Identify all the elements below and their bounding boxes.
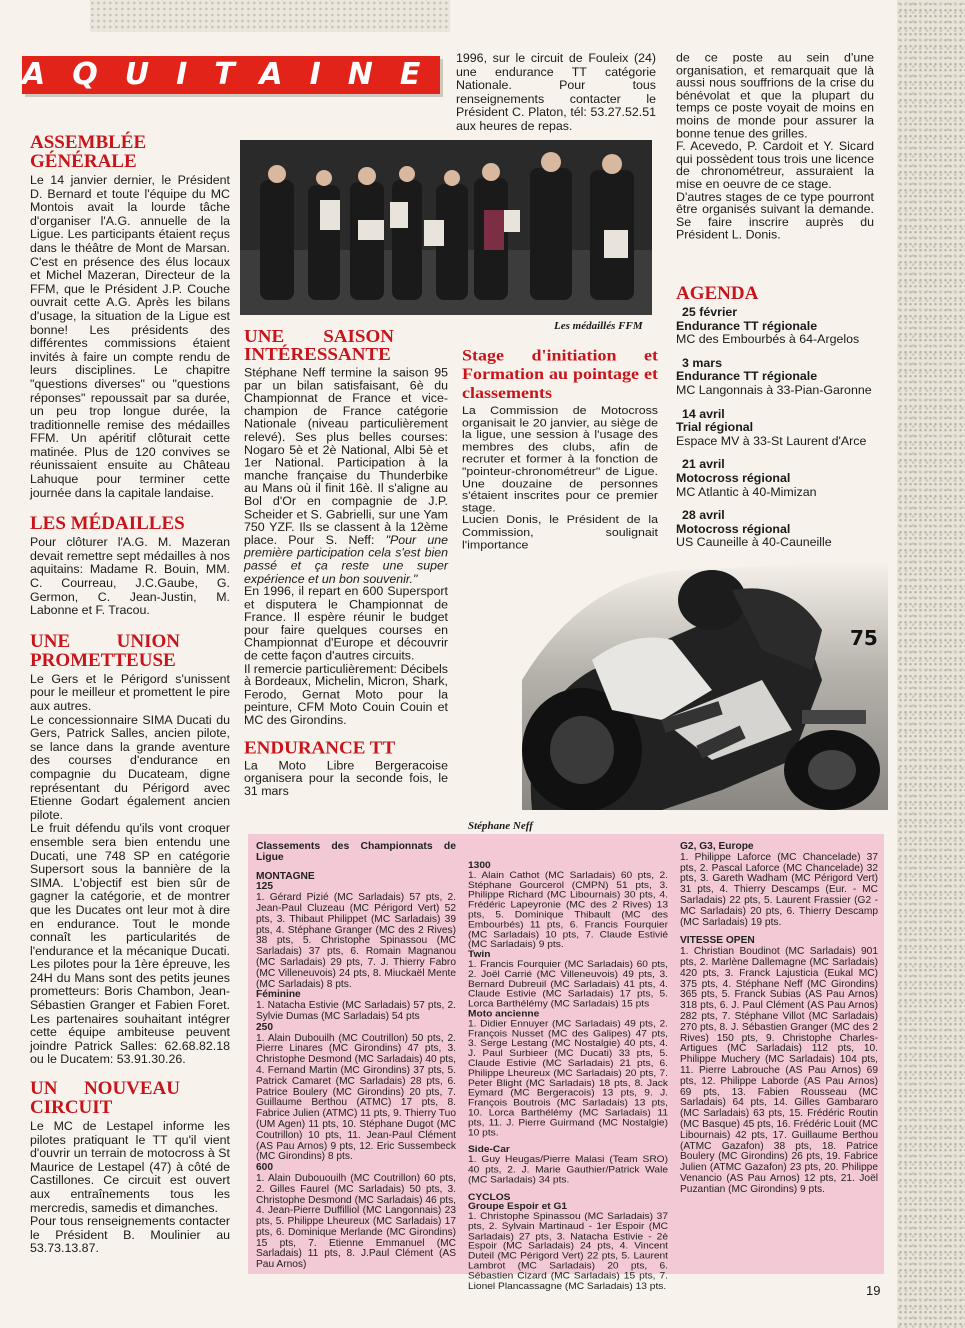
heading-agenda: AGENDA bbox=[676, 283, 759, 304]
heading-saison: UNE SAISON INTÉRESSANTE bbox=[244, 327, 394, 365]
agenda-date: 21 avril bbox=[682, 457, 725, 472]
vitesse-heading: VITESSE OPEN bbox=[680, 935, 755, 947]
stage-p2: Lucien Donis, le Président de la Commission, soulignait l'importance bbox=[462, 513, 658, 551]
decorative-texture-strip bbox=[897, 0, 965, 1328]
agenda-event: Endurance TT régionale bbox=[676, 369, 818, 384]
classements-col-2 bbox=[468, 862, 668, 1292]
cat-ancienne-label: Moto ancienne bbox=[468, 1009, 540, 1020]
heading-medailles: LES MÉDAILLES bbox=[30, 513, 185, 535]
column-4 bbox=[676, 52, 874, 242]
decorative-texture-top bbox=[90, 0, 450, 32]
column-1 bbox=[30, 133, 230, 1256]
vitesse-results: 1. Christian Boudinot (MC Sarladais) 901 pts, 2. Marlène Dallemagne (MC Sarladais) 420 pts, 3. Franck Lajusticia (Eukal MC) 375 pts, 4. Stéphane Neff (MC Girondins) 365 pts, 5. Franck Subias (AS Pau Arnos) 318 pts, 6. J. Paul Clément (AS Pau Arnos) 282 pts, 7. Stéphane Villot (MC Sarladais) 270 pts, 8. J. Sébastien Granger (MC des 2 Rives) 150 pts, 9. Christophe Charles-Artigues (MC Sarladais) 112 pts, 10. Philippe Muchery (MC Sarladais) 104 pts, 11. Pierre Labrouche (AS Pau Arnos) 69 pts, 12. Philippe Laborde (AS Pau Arnos) 69 pts, 13. Fabien Rousseau (MC Sarladais) 64 pts, 14. Gilles Gambararo (MC Sarladais) 63 pts, 15. Frédéric Routin (MC Basque) 45 pts, 16. Frédéric Louit (MC Libournais) 42 pts, 17. Guillaume Berthou (ATMC Gazafon) 38 pts, 18. Patrice Boulery (MC Girondins) 26 pts, 19. Fabrice Julien (ATMC Gazafon) 23 pts, 20. Philippe Venancio (AS Pau Arnos) 12 pts, 21. Joël Puzantian (MC Girondins) 9 pts. bbox=[680, 946, 878, 1195]
cat-1300-label: 1300 bbox=[468, 860, 491, 871]
saison-p1-text: Stéphane Neff termine la saison 95 par un bilan satisfaisant, 6è du Championnat de France et vice-champion de France catégorie Nationale (niveau particulièrement relevé). Ses plus belles courses: Nogaro 5è et 2è National, Albi 5è et 1er National. Participation à la manche française du Thunderbike au Mans où il finit 16è. Il s'aligne au Bol d'Or en compagnie de J.P. Scheider et S. Gabrielli, sur une Yam 750 YZF. Ils se classent à la 12ème place. Pour S. Neff: bbox=[244, 365, 448, 547]
cat-twin-label: Twin bbox=[468, 949, 491, 960]
cat-600-results: 1. Alain Dubououilh (MC Coutrillon) 60 pts, 2. Gilles Faurel (MC Sarladais) 50 pts, 3. Christophe Desmond (MC Sarladais) 46 pts, 4. Jean-Pierre Duffilliol (MC Langonnais) 23 pts, 5. Philippe Lheureux (MC Sarladais) 17 pts, 6. Dominique Merlande (MC Girondins) 15 pts, 7. Etienne Emmanuel (MC Sarladais) 11 pts, 8. J.Paul Clément (AS Pau Arnos) bbox=[256, 1172, 456, 1271]
cat-1300-results: 1. Alain Cathot (MC Sarladais) 60 pts, 2. Stéphane Gourcerol (CMPN) 51 pts, 3. Philippe Richard (MC Libournais) 30 pts, 4. Frédéric Lapeyronie (MC des 2 Rives) 13 pts, 5. Dominique Thibault (MC des Embourbés) 11 pts, 6. Francis Fourquier (MC Sarladais) 10 pts, 7. Claude Estivié (MC Sarladais) 9 pts. bbox=[468, 870, 668, 950]
circuit-p2: Pour tous renseignements contacter le Président B. Moulinier au 53.73.13.87. bbox=[30, 1214, 230, 1256]
saison-p1 bbox=[244, 367, 448, 586]
union-p3: Le fruit défendu qu'ils vont croquer ensemble sera bien entendu une Ducati, une 748 SP en catégorie Supersort sous la bannière de la SIMA. L'objectif est bien sûr de gagner la catégorie, et de montrer que les Ducates ont leur mot à dire en endurance. Tout le monde connaît les particularités de l'endurance et la mécanique Ducati. Les pilotes pour la 1ère épreuve, les 24H du Mans sont des petits jeunes prometteurs: Boris Chambon, Jean-Sébastien Granger et Fabien Foret. Les partenaires souhaitant intégrer cette équipe ambiteuse peuvent joindre Patrick Salles: 62.68.82.18 ou le Ducatem: 53.91.30.26. bbox=[30, 821, 230, 1067]
agenda-place: US Cauneille à 40-Cauneille bbox=[676, 535, 832, 550]
cat-g2-results: 1. Philippe Laforce (MC Chancelade) 37 pts, 2. Pascal Laforce (MC Chancelade) 32 pts, 3. Gareth Wadham (MC Périgord Vert) 31 pts, 4. Thierry Descamps (Eur. - MC Sarladais) 22 pts, 5. Laurent Frassier (G2 - MC Sarladais) 20 pts, 6. Thierry Descamp (MC Sarladais) 19 pts. bbox=[680, 851, 878, 928]
montagne-heading: MONTAGNE bbox=[256, 870, 315, 882]
medailles-text: Pour clôturer l'A.G. M. Mazeran devait remettre sept médailles à nos aquitains: Madame R. Bouin, MM. C. Courreau, J.C.Gaube, G. Germon, C. Jean-Justin, M. Labonne et F. Tracou. bbox=[30, 535, 230, 618]
cat-250-results: 1. Alain Dubouilh (MC Coutrillon) 50 pts, 2. Pierre Linares (MC Girondins) 47 pts, 3. Christophe Desmond (MC Sarladais) 40 pts, 4. Fernand Martin (MC Girondins) 37 pts, 5. Patrick Camaret (MC Sarladais) 28 pts, 6. Patrice Boulery (MC Girondins) 20 pts, 7. Guillaume Berthou (ATMC) 17 pts, 8. Fabrice Julien (ATMC) 11 pts, 9. Thierry Tuo (UM Agen) 11 pts, 10. Stéphane Dugot (MC Coutrillon) 10 pts, 11. Jean-Paul Clément (AS Pau Arnos) 9 pts, 12. Eric Sussembeck (MC Girondins) 8 pts. bbox=[256, 1032, 456, 1163]
agenda-item bbox=[676, 306, 874, 347]
cat-125-label: 125 bbox=[256, 881, 273, 893]
cat-twin-results: 1. Francis Fourquier (MC Sarladais) 60 pts, 2. Joël Carrié (MC Villeneuvois) 49 pts, 3. Bernard Dubreuil (MC Sarladais) 41 pts, 4. Claude Estivie (MC Sarladais) 17 pts, 5. Lorca Barthélémy (MC Sarladais) 15 pts bbox=[468, 959, 668, 1010]
saison-p2: En 1996, il repart en 600 Supersport et disputera le Championnat de France. Il espère réunir le budget pour faire quelques courses en Championnat d'Europe et découvrir de cette façon d'autres circuits. bbox=[244, 584, 448, 663]
cat-ancienne-results: 1. Didier Ennuyer (MC Sarladais) 49 pts, 2. François Nusset (MC des Galipes) 47 pts, 3. Serge Lestang (MC Nostalgie) 40 pts, 4. J. Paul Surbieer (MC Ducati) 33 pts, 5. Claude Estivie (MC Sarladais) 21 pts, 6. Philippe Lheureux (MC Sarladais) 20 pts, 7. Peter Blight (MC Sarladais) 18 pts, 8. Jack Eymard (MC Bergeracois) 13 pts, 9. J. François Boutrois (MC Sarladais) 13 pts, 10. Lorca Barthélémy (MC Sarladais) 11 pts, 11. J. Pierre Guirmand (MC Nostalgie) 10 pts. bbox=[468, 1018, 668, 1138]
heading-endurance: ENDURANCE TT bbox=[244, 737, 396, 758]
agenda-item bbox=[676, 458, 874, 499]
cat-g1-results: 1. Christophe Spinassou (MC Sarladais) 37 pts, 2. Sylvain Martinaud - 1er Espoir (MC Sarladais) 27 pts, 3. Natacha Estivie - 2è Espoir (MC Sarladais) 24 pts, 4. Vincent Duteil (MC Périgord Vert) 22 pts, 5. Laurent Lambrot (MC Sarladais) 20 pts, 6. Sébastien Cizard (MC Sarladais) 15 pts, 7. Lionel Plancassagne (MC Sarladais) 13 pts. bbox=[468, 1211, 668, 1292]
union-p2: Le concessionnaire SIMA Ducati du Gers, Patrick Salles, ancien pilote, se lance dans la grande aventure des courses d'endurance en compagnie du Ducateam, digne représentant du Périgord avec Etienne Godart également ancien pilote. bbox=[30, 712, 230, 822]
cat-125-results: 1. Gérard Pizié (MC Sarladais) 57 pts, 2. Jean-Paul Cluzeau (MC Périgord Vert) 52 pts, 3. Thibaut Philippet (MC Sarladais) 39 pts, 4. Stéphane Granger (MC des 2 Rives) 38 pts, 5. Christophe Spinassou (MC Sarladais) 37 pts, 6. Romain Magnanou (MC Sarladais) 29 pts, 7. J. Thierry Fabro (MC Villeneuvois) 24 pts, 8. Miuckaël Mente (MC Sarladais) 8 pts. bbox=[256, 892, 456, 990]
column-3 bbox=[462, 346, 658, 551]
heading-circuit: UN NOUVEAU CIRCUIT bbox=[30, 1078, 180, 1119]
agenda-item bbox=[676, 408, 874, 449]
classements-col-3 bbox=[680, 842, 878, 1196]
stage-p1: La Commission de Motocross organisait le 20 janvier, au siège de la ligue, une session à l'usage des membres des clubs, afin de recruter et former à la fonction de "pointeur-chronométreur" de Ligue. Une douzaine de personnes s'étaient inscrites pour ce premier stage. bbox=[462, 404, 658, 515]
photo-stephane-neff bbox=[462, 560, 888, 810]
agenda-date: 14 avril bbox=[682, 406, 725, 421]
agenda-event: Motocross régional bbox=[676, 521, 791, 536]
agenda-place: Espace MV à 33-St Laurent d'Arce bbox=[676, 433, 867, 448]
section-banner: AQUITAINE bbox=[22, 57, 448, 92]
agenda-place: MC des Embourbés à 64-Argelos bbox=[676, 332, 860, 347]
cat-g1-label: Groupe Espoir et G1 bbox=[468, 1201, 568, 1213]
agenda-item bbox=[676, 357, 874, 398]
agenda-item bbox=[676, 509, 874, 550]
photo-medailles bbox=[240, 140, 652, 315]
agenda-event: Motocross régional bbox=[676, 470, 791, 485]
heading-stage: Stage d'initiation et Formation au pointage et classements bbox=[462, 346, 658, 402]
cat-feminine-label: Féminine bbox=[256, 989, 301, 1001]
cat-250-label: 250 bbox=[256, 1021, 273, 1033]
agenda-date: 25 février bbox=[682, 305, 738, 319]
agenda-place: MC Langonnais à 33-Pian-Garonne bbox=[676, 382, 872, 397]
heading-assemblee: ASSEMBLÉE GÉNÉRALE bbox=[30, 132, 147, 172]
agenda-date: 3 mars bbox=[682, 355, 722, 370]
agenda bbox=[676, 284, 874, 555]
agenda-event: Trial régional bbox=[676, 420, 754, 435]
photo-neff-caption: Stéphane Neff bbox=[468, 820, 533, 832]
assemblee-text: Le 14 janvier dernier, le Président D. Bernard et toute l'équipe du MC Montois avait la lourde tâche d'organiser l'A.G. annuelle de la Ligue. Les participants étaient reçus dans le théâtre de Mont de Marsan. C'est en présence des élus locaux et Michel Mazeran, Directeur de la FFM, que le Président J.P. Couche ouvrait cette A.G. Après les bilans d'usage, la situation de la Ligue est bonne! Les présidents des différentes commissions étaient invités à faire un compte rendu de leurs disciplines. Le chapitre "questions diverses" ou "questions réponses" repoussait par sa durée, un peu trop longue durée, la traditionnelle remise des médailles FFM. Un apéritif clôturait cette matinée. Plus de 120 convives se réunissaient ensuite au Château Lahuque pour terminer cette journée dans la capitale landaise. bbox=[30, 173, 230, 500]
agenda-date: 28 avril bbox=[682, 508, 725, 523]
column-2 bbox=[244, 328, 448, 798]
cyclos-heading: CYCLOS bbox=[468, 1192, 511, 1203]
agenda-event: Endurance TT régionale bbox=[676, 318, 818, 333]
cat-g2-label: G2, G3, Europe bbox=[680, 841, 754, 852]
photo-medailles-caption: Les médaillés FFM bbox=[554, 320, 643, 332]
cat-sidecar-label: Side-Car bbox=[468, 1145, 510, 1156]
saison-p3: Il remercie particulièrement: Décibels à Bordeaux, Michelin, Micron, Shark, Ferodo, Gernat Moto pour la peinture, CFM Moto Couin Couin et MC des Girondins. bbox=[244, 662, 448, 727]
cat-feminine-results: 1. Natacha Estivie (MC Sarladais) 57 pts, 2. Sylvie Dumas (MC Sarladais) 54 pts bbox=[256, 1000, 456, 1022]
agenda-place: MC Atlantic à 40-Mimizan bbox=[676, 484, 817, 499]
column-2-top bbox=[456, 52, 656, 134]
saison-quote: "Pour une première participation cela s'est bien passé et ça reste une super expérience et un bon souvenir." bbox=[244, 533, 448, 586]
circuit-p1: Le MC de Lestapel informe les pilotes pratiquant le TT qu'il vient d'ouvrir un terrain de motocross à St Maurice de Lestapel (47) à côté de Castillones. Ce circuit est ouvert aux entraînements tous les mercredis, samedis et dimanches. bbox=[30, 1119, 230, 1215]
col4-p2: F. Acevedo, P. Cardoit et Y. Sicard qui possèdent tous trois une licence de chronométreur, assuraient la mise en oeuvre de ce stage. bbox=[676, 139, 874, 191]
endurance-continued-text: 1996, sur le circuit de Fouleix (24) une endurance TT catégorie Nationale. Pour tous renseignements contacter le Président C. Platon, tél: 53.27.52.51 aux heures de repas. bbox=[456, 51, 656, 133]
classements-title: Classements des Championnats de Ligue bbox=[256, 841, 456, 863]
bike-race-number: 75 bbox=[850, 626, 878, 650]
page-number: 19 bbox=[866, 1283, 881, 1298]
cat-sidecar-results: 1. Guy Heugas/Pierre Malasi (Team SRO) 40 pts, 2. J. Marie Gauthier/Patrick Wale (MC Sarladais) 34 pts. bbox=[468, 1155, 668, 1185]
col4-p1: de ce poste au sein d'une organisation, et remarquait que là aussi nous souffrions de la crise du bénévolat et que la plupart du temps ce poste voyait de moins en moins de monde pour assurer la bonne tenue des grilles. bbox=[676, 51, 874, 141]
union-p1: Le Gers et le Périgord s'unissent pour le meilleur et promettent le pire aux autres. bbox=[30, 671, 230, 713]
col4-p3: D'autres stages de ce type pourront être organisés suivant la demande. Se faire inscrire auprès du Président L. Donis. bbox=[676, 190, 874, 242]
cat-600-label: 600 bbox=[256, 1162, 273, 1174]
classements-col-1 bbox=[256, 842, 456, 1271]
heading-union: UNE UNION PROMETTEUSE bbox=[30, 630, 180, 671]
endurance-text: La Moto Libre Bergeracoise organisera pour la seconde fois, le 31 mars bbox=[244, 758, 448, 798]
